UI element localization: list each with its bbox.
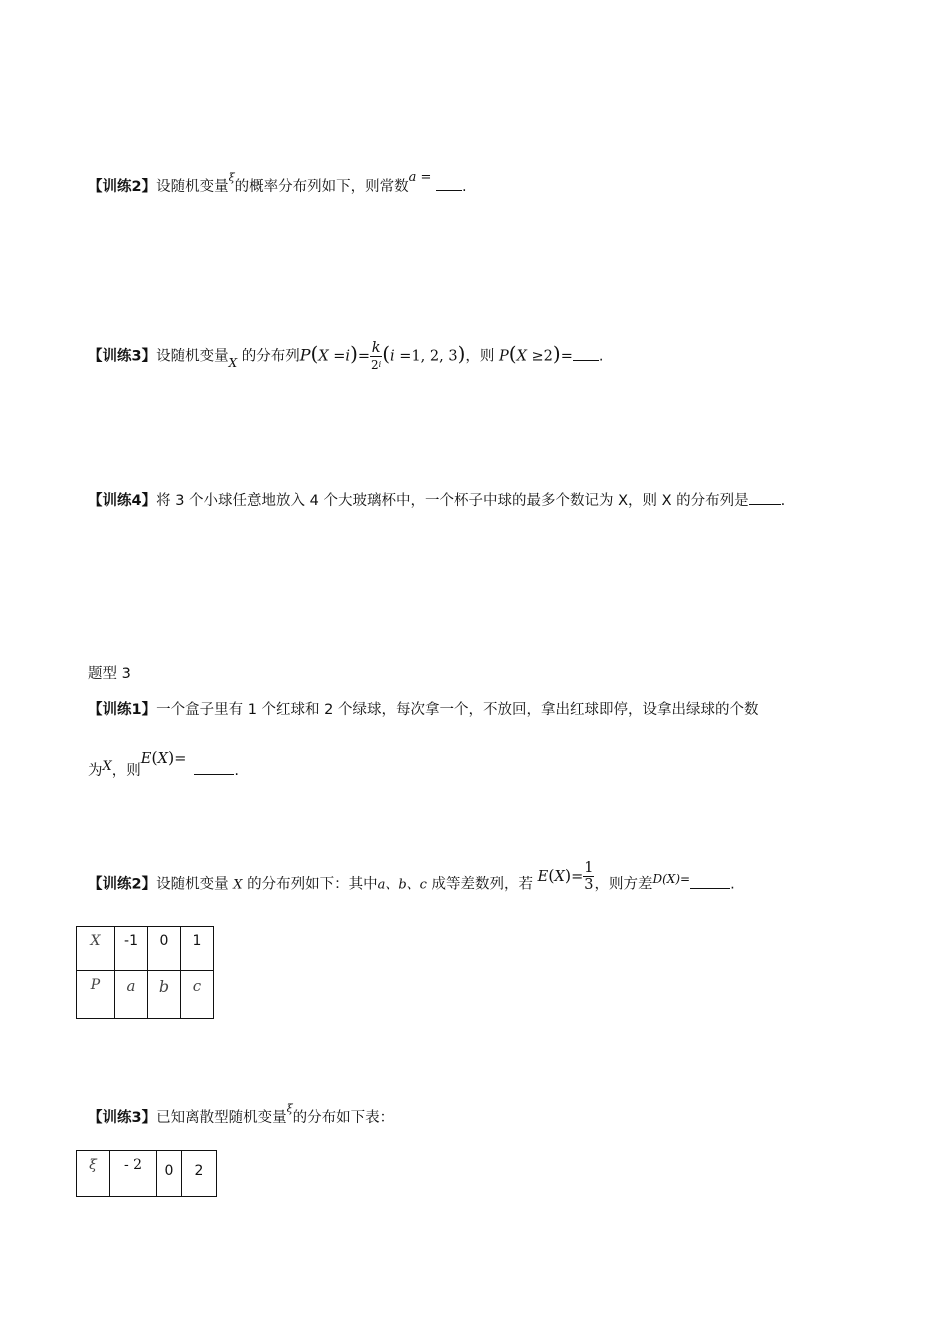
expectation-expr (537, 860, 595, 893)
ge-2: ≥2 (526, 348, 553, 365)
paren: ) (552, 341, 561, 366)
X-symbol: X (233, 877, 243, 893)
exercise-3b-line (88, 1102, 395, 1129)
a-equals: a = (408, 170, 432, 185)
text: ，则方差 (594, 876, 653, 893)
text: ，则 (465, 348, 495, 365)
X-symbol: X (228, 355, 238, 370)
equals-i: =i (328, 348, 351, 365)
paren: ( (382, 341, 391, 366)
X-symbol: X (554, 868, 565, 885)
exercise-3-line (88, 340, 603, 373)
P-symbol: P (498, 348, 509, 365)
exercise-2-line (88, 170, 467, 198)
period: . (234, 763, 239, 779)
X-symbol: X (157, 751, 168, 767)
text: 已知离散型随机变量 (156, 1110, 287, 1126)
exercise-tag: 【训练1】 (88, 702, 157, 718)
table-cell: X (77, 927, 115, 971)
equals: = (174, 751, 187, 767)
exercise-tag: 【训练3】 (88, 348, 157, 365)
X-paren: (X) (662, 871, 680, 886)
fraction (370, 340, 382, 373)
table-row (77, 971, 214, 1019)
text: 的分布列如下：其中 (247, 876, 378, 893)
answer-blank (194, 760, 234, 775)
denominator (370, 356, 382, 373)
abc-symbols: a、b、c (377, 877, 427, 893)
expectation-expr (140, 748, 187, 767)
denominator-base: 2 (371, 358, 379, 372)
paren: ( (151, 748, 158, 767)
text: 将 3 个小球任意地放入 4 个大玻璃杯中，一个杯子中球的最多个数记为 X，则 X 的分布列是 (156, 493, 749, 509)
table-cell: P (77, 971, 115, 1019)
distribution-table (76, 926, 214, 1019)
paren: ( (548, 865, 555, 885)
table-cell: c (181, 971, 214, 1019)
xi-symbol: ξ (228, 171, 235, 184)
xi-table (76, 1150, 217, 1197)
text: 设随机变量 (156, 348, 229, 365)
text: 设随机变量 (156, 179, 229, 195)
denominator-exponent: i (378, 360, 382, 369)
answer-blank (749, 490, 781, 505)
paren: ( (310, 341, 319, 366)
text: 一个盒子里有 1 个红球和 2 个绿球，每次拿一个，不放回，拿出红球即停，设拿出绿球的个数 (156, 702, 759, 718)
P-symbol: P (299, 345, 311, 365)
paren: ( (508, 341, 517, 366)
answer-blank (573, 346, 599, 361)
text: 的分布如下表： (292, 1110, 395, 1126)
equals: = (357, 348, 371, 365)
period: . (462, 179, 467, 195)
text: 为 (88, 763, 103, 779)
table-cell: - 2 (110, 1151, 157, 1197)
xi-symbol: ξ (286, 1102, 293, 1115)
equals: = (571, 868, 584, 885)
table-row (77, 927, 214, 971)
exercise-tag: 【训练3】 (88, 1110, 157, 1126)
exercise-1-line (88, 700, 758, 720)
text: 的分布列 (241, 348, 300, 365)
text: ，则 (111, 763, 141, 779)
table-cell: ξ (77, 1151, 110, 1197)
table-cell: 0 (148, 927, 181, 971)
i-symbol: i (390, 348, 395, 365)
X-symbol: X (318, 348, 329, 365)
answer-blank (436, 176, 462, 191)
E-symbol: E (140, 751, 152, 767)
table-row (77, 1151, 217, 1197)
exercise-tag: 【训练4】 (88, 493, 157, 509)
i-values: =1, 2, 3 (394, 348, 458, 365)
paren: ) (457, 341, 466, 366)
paren: ) (167, 748, 175, 767)
section-heading: 题型 3 (88, 666, 131, 682)
period: . (730, 876, 735, 893)
exercise-1-line-2 (88, 748, 239, 782)
table-cell: -1 (115, 927, 148, 971)
equals: = (560, 348, 573, 365)
exercise-4-line (88, 490, 785, 511)
period: . (598, 348, 604, 365)
table-cell: 2 (182, 1151, 217, 1197)
table-cell: a (115, 971, 148, 1019)
period: . (780, 493, 786, 509)
X-symbol: X (102, 759, 112, 774)
table-cell: b (148, 971, 181, 1019)
numerator: 1 (584, 860, 594, 876)
variance-expr (652, 872, 690, 886)
fraction (583, 860, 594, 893)
denominator: 3 (584, 877, 594, 893)
text: 设随机变量 (156, 876, 229, 893)
text: 成等差数列，若 (431, 876, 534, 893)
table-cell: 0 (157, 1151, 182, 1197)
table-cell: 1 (181, 927, 214, 971)
paren: ) (350, 341, 358, 366)
D-symbol: D (652, 871, 663, 886)
E-symbol: E (537, 868, 549, 885)
exercise-tag: 【训练2】 (88, 179, 157, 195)
answer-blank (690, 874, 730, 889)
exercise-tag: 【训练2】 (88, 876, 157, 893)
equals: = (680, 871, 691, 886)
text: 的概率分布列如下，则常数 (234, 179, 409, 195)
exercise-2b-line (88, 860, 735, 901)
numerator: k (371, 340, 381, 356)
paren: ) (564, 865, 572, 885)
X-symbol: X (516, 348, 527, 365)
